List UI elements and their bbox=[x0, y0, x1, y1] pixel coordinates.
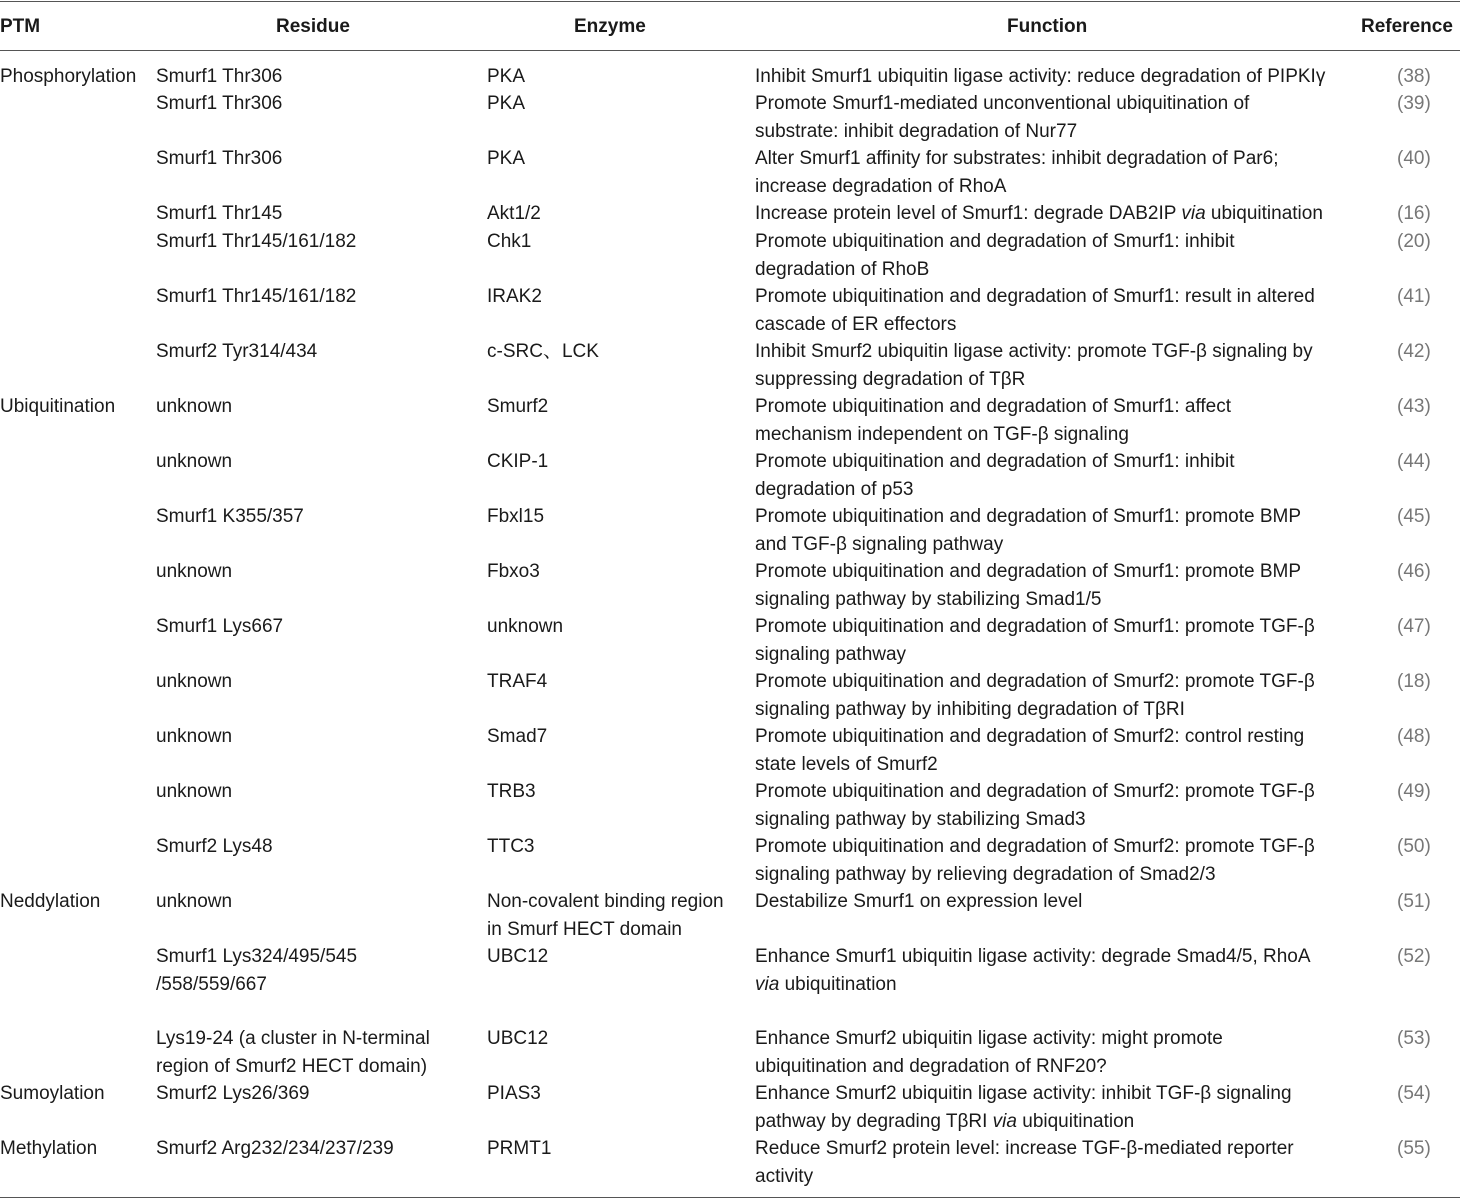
cell-reference: (41) bbox=[1397, 286, 1431, 307]
cell-function-line: Reduce Smurf2 protein level: increase TGF-β-mediated reporter bbox=[755, 1138, 1294, 1159]
cell-function bbox=[755, 558, 1355, 613]
cell-residue-line: Smurf2 Arg232/234/237/239 bbox=[156, 1138, 394, 1159]
cell-reference: (52) bbox=[1397, 946, 1431, 967]
cell-ptm: Ubiquitination bbox=[0, 396, 116, 417]
cell-residue bbox=[156, 668, 466, 696]
cell-residue bbox=[156, 200, 466, 228]
cell-function-line: Promote ubiquitination and degradation of Smurf1: promote BMP bbox=[755, 561, 1302, 582]
cell-residue-line: Smurf2 Lys26/369 bbox=[156, 1083, 310, 1104]
cell-enzyme bbox=[487, 228, 737, 256]
cell-enzyme-line: PIAS3 bbox=[487, 1083, 541, 1104]
cell-enzyme bbox=[487, 1080, 737, 1108]
header-enzyme: Enzyme bbox=[574, 16, 646, 37]
header-ptm: PTM bbox=[0, 16, 41, 37]
cell-function bbox=[755, 1025, 1355, 1080]
cell-function-line: Enhance Smurf1 ubiquitin ligase activity: degrade Smad4/5, RhoA bbox=[755, 946, 1311, 967]
cell-residue bbox=[156, 613, 466, 641]
cell-reference: (43) bbox=[1397, 396, 1431, 417]
cell-enzyme-line: Fbxl15 bbox=[487, 506, 545, 527]
cell-function-line: substrate: inhibit degradation of Nur77 bbox=[755, 120, 1078, 142]
cell-enzyme-line: Smad7 bbox=[487, 726, 548, 747]
cell-residue-line: unknown bbox=[156, 561, 233, 582]
cell-residue bbox=[156, 723, 466, 751]
cell-enzyme-line: c-SRC、LCK bbox=[487, 341, 599, 362]
table-bottom-rule bbox=[0, 1197, 1460, 1198]
cell-function bbox=[755, 943, 1355, 998]
cell-reference: (16) bbox=[1397, 203, 1431, 224]
cell-enzyme bbox=[487, 63, 737, 91]
cell-enzyme bbox=[487, 778, 737, 806]
cell-function-line: Promote ubiquitination and degradation of Smurf1: inhibit bbox=[755, 231, 1235, 252]
cell-function-line: signaling pathway by stabilizing Smad3 bbox=[755, 808, 1086, 830]
cell-function bbox=[755, 668, 1355, 723]
cell-enzyme bbox=[487, 338, 737, 366]
cell-function-line: activity bbox=[755, 1165, 814, 1187]
cell-residue-line: Smurf2 Lys48 bbox=[156, 836, 273, 857]
cell-reference: (45) bbox=[1397, 506, 1431, 527]
cell-function-line: Inhibit Smurf1 ubiquitin ligase activity: reduce degradation of PIPKIγ bbox=[755, 66, 1326, 87]
cell-function-line: Promote ubiquitination and degradation of Smurf1: result in altered bbox=[755, 286, 1315, 307]
cell-function-line: Promote Smurf1-mediated unconventional ubiquitination of bbox=[755, 93, 1250, 114]
cell-function-line: Enhance Smurf2 ubiquitin ligase activity: might promote bbox=[755, 1028, 1223, 1049]
cell-function-line: signaling pathway bbox=[755, 643, 907, 665]
cell-enzyme-line: Non-covalent binding region bbox=[487, 891, 724, 912]
cell-enzyme bbox=[487, 943, 737, 971]
header-function: Function bbox=[1007, 16, 1088, 37]
cell-reference: (44) bbox=[1397, 451, 1431, 472]
cell-function-line: Alter Smurf1 affinity for substrates: inhibit degradation of Par6; bbox=[755, 148, 1279, 169]
cell-enzyme bbox=[487, 613, 737, 641]
cell-function bbox=[755, 833, 1355, 888]
cell-residue-line: unknown bbox=[156, 726, 233, 747]
cell-residue bbox=[156, 1135, 466, 1163]
cell-residue bbox=[156, 448, 466, 476]
cell-residue bbox=[156, 833, 466, 861]
cell-reference: (42) bbox=[1397, 341, 1431, 362]
cell-function-line: mechanism independent on TGF-β signaling bbox=[755, 423, 1129, 445]
cell-reference: (18) bbox=[1397, 671, 1431, 692]
cell-enzyme-line: unknown bbox=[487, 616, 564, 637]
cell-residue-line: Lys19-24 (a cluster in N-terminal bbox=[156, 1028, 430, 1049]
cell-function bbox=[755, 338, 1355, 393]
cell-function bbox=[755, 145, 1355, 200]
cell-enzyme-line: Fbxo3 bbox=[487, 561, 540, 582]
cell-reference: (20) bbox=[1397, 231, 1431, 252]
cell-reference: (39) bbox=[1397, 93, 1431, 114]
cell-residue-line: Smurf1 Thr306 bbox=[156, 93, 283, 114]
cell-enzyme-line: TRAF4 bbox=[487, 671, 548, 692]
cell-function-line: state levels of Smurf2 bbox=[755, 753, 938, 775]
cell-function-line: Promote ubiquitination and degradation of Smurf1: affect bbox=[755, 396, 1232, 417]
cell-function-line: Promote ubiquitination and degradation of Smurf2: promote TGF-β bbox=[755, 781, 1315, 802]
cell-function bbox=[755, 503, 1355, 558]
cell-residue-line: Smurf1 Lys667 bbox=[156, 616, 284, 637]
cell-residue-line: Smurf1 Thr306 bbox=[156, 148, 283, 169]
cell-function-line: Promote ubiquitination and degradation of Smurf2: promote TGF-β bbox=[755, 836, 1315, 857]
cell-reference: (38) bbox=[1397, 66, 1431, 87]
cell-enzyme bbox=[487, 200, 737, 228]
cell-function-line: Promote ubiquitination and degradation of Smurf2: control resting bbox=[755, 726, 1305, 747]
cell-enzyme-line: PKA bbox=[487, 148, 526, 169]
cell-residue-line: unknown bbox=[156, 671, 233, 692]
cell-enzyme-line: TTC3 bbox=[487, 836, 535, 857]
cell-enzyme bbox=[487, 90, 737, 118]
cell-function-line: signaling pathway by stabilizing Smad1/5 bbox=[755, 588, 1102, 610]
cell-residue-line: unknown bbox=[156, 396, 233, 417]
cell-enzyme-line: Smurf2 bbox=[487, 396, 549, 417]
cell-ptm: Phosphorylation bbox=[0, 66, 137, 87]
cell-residue-line: Smurf1 Thr145/161/182 bbox=[156, 286, 357, 307]
cell-function bbox=[755, 90, 1355, 145]
cell-residue-line: Smurf1 Thr145 bbox=[156, 203, 283, 224]
cell-ptm: Methylation bbox=[0, 1138, 98, 1159]
cell-function-line: cascade of ER effectors bbox=[755, 313, 957, 335]
cell-ptm: Sumoylation bbox=[0, 1083, 105, 1104]
cell-function-line: increase degradation of RhoA bbox=[755, 175, 1007, 197]
cell-function-line: Promote ubiquitination and degradation of Smurf1: promote TGF-β bbox=[755, 616, 1315, 637]
cell-enzyme-line: IRAK2 bbox=[487, 286, 542, 307]
cell-residue-line: Smurf1 Thr306 bbox=[156, 66, 283, 87]
cell-enzyme-line: PKA bbox=[487, 66, 526, 87]
cell-function bbox=[755, 1080, 1355, 1135]
cell-reference: (51) bbox=[1397, 891, 1431, 912]
cell-residue-line: Smurf2 Tyr314/434 bbox=[156, 341, 318, 362]
cell-function bbox=[755, 888, 1355, 916]
cell-function bbox=[755, 393, 1355, 448]
header-residue: Residue bbox=[276, 16, 350, 37]
cell-enzyme bbox=[487, 145, 737, 173]
cell-reference: (47) bbox=[1397, 616, 1431, 637]
header-reference: Reference bbox=[1361, 16, 1453, 37]
cell-function-line: signaling pathway by relieving degradation of Smad2/3 bbox=[755, 863, 1216, 885]
cell-residue bbox=[156, 1025, 466, 1080]
cell-function bbox=[755, 723, 1355, 778]
cell-enzyme bbox=[487, 668, 737, 696]
cell-function bbox=[755, 283, 1355, 338]
cell-enzyme bbox=[487, 1135, 737, 1163]
cell-function-line: Inhibit Smurf2 ubiquitin ligase activity: promote TGF-β signaling by bbox=[755, 341, 1313, 362]
cell-function bbox=[755, 778, 1355, 833]
cell-function bbox=[755, 200, 1355, 228]
cell-function bbox=[755, 63, 1355, 91]
table-header-rule bbox=[0, 50, 1460, 51]
cell-residue bbox=[156, 283, 466, 311]
cell-function-line: suppressing degradation of TβR bbox=[755, 368, 1026, 390]
cell-residue bbox=[156, 888, 466, 916]
cell-residue bbox=[156, 90, 466, 118]
cell-residue bbox=[156, 778, 466, 806]
cell-enzyme bbox=[487, 393, 737, 421]
cell-residue-line: unknown bbox=[156, 891, 233, 912]
cell-residue bbox=[156, 63, 466, 91]
cell-function bbox=[755, 1135, 1355, 1190]
cell-reference: (49) bbox=[1397, 781, 1431, 802]
table-top-rule bbox=[0, 1, 1460, 2]
cell-enzyme bbox=[487, 1025, 737, 1053]
cell-residue bbox=[156, 558, 466, 586]
cell-enzyme-line: CKIP-1 bbox=[487, 451, 549, 472]
cell-function bbox=[755, 613, 1355, 668]
cell-reference: (40) bbox=[1397, 148, 1431, 169]
cell-function-line: Increase protein level of Smurf1: degrade DAB2IP via ubiquitination bbox=[755, 203, 1323, 224]
cell-reference: (55) bbox=[1397, 1138, 1431, 1159]
cell-reference: (48) bbox=[1397, 726, 1431, 747]
cell-residue-line: Smurf1 Thr145/161/182 bbox=[156, 231, 357, 252]
cell-enzyme bbox=[487, 723, 737, 751]
cell-ptm: Neddylation bbox=[0, 891, 101, 912]
cell-function bbox=[755, 448, 1355, 503]
cell-enzyme-line: in Smurf HECT domain bbox=[487, 918, 682, 940]
cell-function-line: Promote ubiquitination and degradation of Smurf1: promote BMP bbox=[755, 506, 1302, 527]
cell-function-line: signaling pathway by inhibiting degradation of TβRI bbox=[755, 698, 1185, 720]
cell-enzyme-line: Chk1 bbox=[487, 231, 532, 252]
cell-reference: (46) bbox=[1397, 561, 1431, 582]
cell-enzyme bbox=[487, 283, 737, 311]
cell-reference: (54) bbox=[1397, 1083, 1431, 1104]
cell-function-line: ubiquitination and degradation of RNF20? bbox=[755, 1055, 1107, 1077]
cell-function-line: pathway by degrading TβRI via ubiquitination bbox=[755, 1110, 1135, 1132]
cell-residue-line: unknown bbox=[156, 781, 233, 802]
cell-enzyme bbox=[487, 888, 737, 943]
cell-residue bbox=[156, 228, 466, 256]
cell-residue bbox=[156, 503, 466, 531]
cell-function-line: degradation of RhoB bbox=[755, 258, 930, 280]
cell-residue bbox=[156, 338, 466, 366]
cell-enzyme-line: PKA bbox=[487, 93, 526, 114]
cell-function-line: Enhance Smurf2 ubiquitin ligase activity: inhibit TGF-β signaling bbox=[755, 1083, 1292, 1104]
cell-residue bbox=[156, 393, 466, 421]
cell-function-line: Promote ubiquitination and degradation of Smurf2: promote TGF-β bbox=[755, 671, 1315, 692]
cell-enzyme bbox=[487, 448, 737, 476]
cell-enzyme-line: TRB3 bbox=[487, 781, 536, 802]
cell-residue bbox=[156, 943, 466, 998]
cell-function bbox=[755, 228, 1355, 283]
cell-residue-line: /558/559/667 bbox=[156, 973, 267, 995]
cell-enzyme bbox=[487, 833, 737, 861]
cell-enzyme-line: UBC12 bbox=[487, 1028, 549, 1049]
cell-residue-line: unknown bbox=[156, 451, 233, 472]
cell-reference: (50) bbox=[1397, 836, 1431, 857]
cell-residue-line: Smurf1 Lys324/495/545 bbox=[156, 946, 358, 967]
cell-function-line: degradation of p53 bbox=[755, 478, 914, 500]
cell-enzyme-line: PRMT1 bbox=[487, 1138, 552, 1159]
cell-function-line: Destabilize Smurf1 on expression level bbox=[755, 891, 1083, 912]
cell-function-line: Promote ubiquitination and degradation of Smurf1: inhibit bbox=[755, 451, 1235, 472]
cell-function-line: via ubiquitination bbox=[755, 973, 897, 995]
cell-residue bbox=[156, 1080, 466, 1108]
cell-function-line: and TGF-β signaling pathway bbox=[755, 533, 1004, 555]
cell-enzyme-line: UBC12 bbox=[487, 946, 549, 967]
cell-enzyme bbox=[487, 503, 737, 531]
cell-residue bbox=[156, 145, 466, 173]
cell-residue-line: Smurf1 K355/357 bbox=[156, 506, 304, 527]
cell-enzyme-line: Akt1/2 bbox=[487, 203, 541, 224]
cell-residue-line: region of Smurf2 HECT domain) bbox=[156, 1055, 428, 1077]
cell-enzyme bbox=[487, 558, 737, 586]
cell-reference: (53) bbox=[1397, 1028, 1431, 1049]
